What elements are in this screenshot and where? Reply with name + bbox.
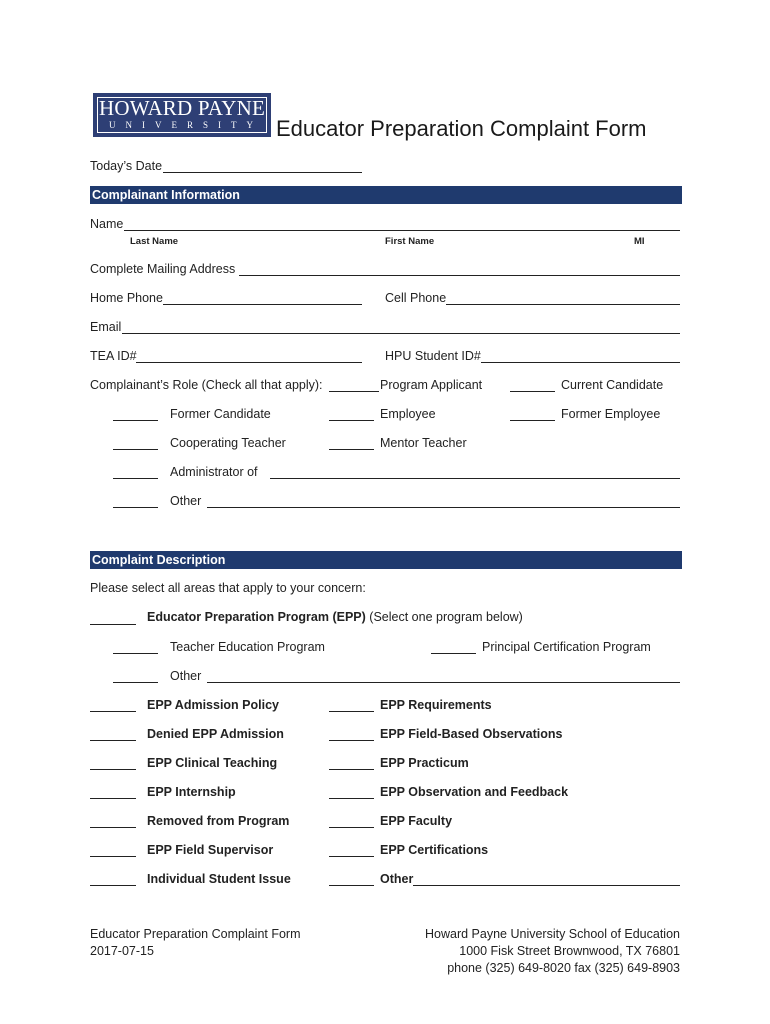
last-name-caption: Last Name <box>130 236 179 247</box>
field-supervisor-checkline[interactable] <box>90 856 136 857</box>
complaint-other-checkline[interactable] <box>329 885 374 886</box>
clinical-teaching-label: EPP Clinical Teaching <box>147 756 278 770</box>
footer-school: Howard Payne University School of Education <box>425 927 680 941</box>
administrator-of-field[interactable] <box>270 478 680 479</box>
administrator-of-label: Administrator of <box>170 465 258 479</box>
current-candidate-label: Current Candidate <box>561 378 664 392</box>
todays-date-field[interactable] <box>163 172 362 173</box>
practicum-checkline[interactable] <box>329 769 374 770</box>
practicum-label: EPP Practicum <box>380 756 469 770</box>
form-title: Educator Preparation Complaint Form <box>276 116 647 141</box>
faculty-checkline[interactable] <box>329 827 374 828</box>
epp-checkline[interactable] <box>90 624 136 625</box>
hpu-id-field[interactable] <box>481 362 680 363</box>
complaint-other-label: Other <box>380 872 414 886</box>
cell-phone-label: Cell Phone <box>385 291 447 305</box>
mentor-teacher-checkline[interactable] <box>329 449 374 450</box>
field-observations-checkline[interactable] <box>329 740 374 741</box>
observation-feedback-label: EPP Observation and Feedback <box>380 785 569 799</box>
university-logo <box>93 93 271 137</box>
principal-cert-label: Principal Certification Program <box>482 640 651 654</box>
role-other-field[interactable] <box>207 507 680 508</box>
footer-date: 2017-07-15 <box>90 944 154 958</box>
field-supervisor-label: EPP Field Supervisor <box>147 843 274 857</box>
footer-address: 1000 Fisk Street Brownwood, TX 76801 <box>459 944 680 958</box>
former-employee-label: Former Employee <box>561 407 661 421</box>
role-other-label: Other <box>170 494 202 508</box>
role-label: Complainant’s Role (Check all that apply): <box>90 378 323 392</box>
name-label: Name <box>90 217 124 231</box>
student-issue-checkline[interactable] <box>90 885 136 886</box>
admission-policy-checkline[interactable] <box>90 711 136 712</box>
tea-id-label: TEA ID# <box>90 349 137 363</box>
teacher-ed-checkline[interactable] <box>113 653 158 654</box>
complainant-section-header: Complainant Information <box>90 186 682 204</box>
student-issue-label: Individual Student Issue <box>147 872 291 886</box>
footer-phone: phone (325) 649-8020 fax (325) 649-8903 <box>447 961 680 975</box>
email-label: Email <box>90 320 122 334</box>
home-phone-label: Home Phone <box>90 291 163 305</box>
mailing-address-label: Complete Mailing Address <box>90 262 236 276</box>
program-other-field[interactable] <box>207 682 680 683</box>
logo-name: HOWARD PAYNE <box>99 96 265 120</box>
program-other-label: Other <box>170 669 202 683</box>
cooperating-teacher-checkline[interactable] <box>113 449 158 450</box>
observation-feedback-checkline[interactable] <box>329 798 374 799</box>
certifications-checkline[interactable] <box>329 856 374 857</box>
employee-label: Employee <box>380 407 436 421</box>
complaint-prompt: Please select all areas that apply to your concern: <box>90 581 366 595</box>
name-field[interactable] <box>124 230 680 231</box>
cooperating-teacher-label: Cooperating Teacher <box>170 436 286 450</box>
requirements-label: EPP Requirements <box>380 698 492 712</box>
administrator-checkline[interactable] <box>113 478 158 479</box>
faculty-label: EPP Faculty <box>380 814 453 828</box>
role-other-checkline[interactable] <box>113 507 158 508</box>
epp-label-bold: Educator Preparation Program (EPP) <box>147 610 366 624</box>
program-applicant-label: Program Applicant <box>380 378 483 392</box>
email-field[interactable] <box>122 333 680 334</box>
epp-label-note: (Select one program below) <box>365 610 523 624</box>
logo-subtitle: UNIVERSITY <box>109 120 263 130</box>
home-phone-field[interactable] <box>163 304 362 305</box>
hpu-id-label: HPU Student ID# <box>385 349 481 363</box>
admission-policy-label: EPP Admission Policy <box>147 698 279 712</box>
current-candidate-checkline[interactable] <box>510 391 555 392</box>
certifications-label: EPP Certifications <box>380 843 489 857</box>
field-observations-label: EPP Field-Based Observations <box>380 727 563 741</box>
program-other-checkline[interactable] <box>113 682 158 683</box>
internship-checkline[interactable] <box>90 798 136 799</box>
former-candidate-label: Former Candidate <box>170 407 271 421</box>
denied-admission-label: Denied EPP Admission <box>147 727 284 741</box>
first-name-caption: First Name <box>385 236 435 247</box>
footer-form-name: Educator Preparation Complaint Form <box>90 927 301 941</box>
mi-caption: MI <box>634 236 645 247</box>
clinical-teaching-checkline[interactable] <box>90 769 136 770</box>
former-candidate-checkline[interactable] <box>113 420 158 421</box>
former-employee-checkline[interactable] <box>510 420 555 421</box>
todays-date-label: Today’s Date <box>90 159 163 173</box>
internship-label: EPP Internship <box>147 785 236 799</box>
complaint-section-header: Complaint Description <box>90 551 682 569</box>
denied-admission-checkline[interactable] <box>90 740 136 741</box>
principal-cert-checkline[interactable] <box>431 653 476 654</box>
cell-phone-field[interactable] <box>446 304 680 305</box>
tea-id-field[interactable] <box>136 362 362 363</box>
mentor-teacher-label: Mentor Teacher <box>380 436 467 450</box>
removed-checkline[interactable] <box>90 827 136 828</box>
employee-checkline[interactable] <box>329 420 374 421</box>
epp-label <box>147 610 523 625</box>
requirements-checkline[interactable] <box>329 711 374 712</box>
teacher-ed-label: Teacher Education Program <box>170 640 325 654</box>
mailing-address-field[interactable] <box>239 275 680 276</box>
program-applicant-checkline[interactable] <box>329 391 379 392</box>
removed-label: Removed from Program <box>147 814 290 828</box>
complaint-other-field[interactable] <box>413 885 680 886</box>
